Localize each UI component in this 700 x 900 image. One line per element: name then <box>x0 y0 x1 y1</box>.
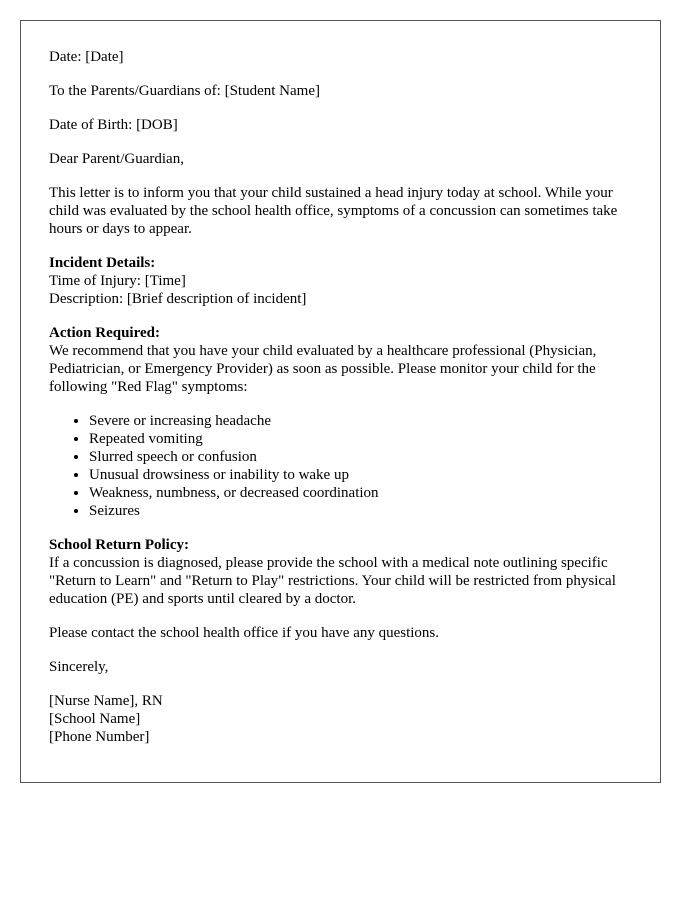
symptom-item: • Slurred speech or confusion <box>89 448 632 466</box>
action-required-text: We recommend that you have your child evaluated by a healthcare professional (Physician, Pediatrician, or Emergency Provider) as soon as possible. Please monitor your child for the following "Red Flag" symptoms: <box>49 343 597 395</box>
symptom-item: • Seizures <box>89 502 632 520</box>
greeting: Dear Parent/Guardian, <box>49 151 184 167</box>
action-required-heading: Action Required: <box>49 325 160 341</box>
symptom-item: • Unusual drowsiness or inability to wake up <box>89 466 632 484</box>
symptom-item: • Weakness, numbness, or decreased coordination <box>89 484 632 502</box>
contact-line: Please contact the school health office if you have any questions. <box>49 625 440 641</box>
signature-phone: [Phone Number] <box>49 729 150 745</box>
concussion-notice-letter <box>20 20 661 783</box>
action-required-section <box>49 324 632 396</box>
return-policy-text: If a concussion is diagnosed, please provide the school with a medical note outlining specific "Return to Learn" and "Return to Play" restrictions. Your child will be restricted from physical education (PE) and sports until cleared by a doctor. <box>49 555 616 607</box>
incident-details-section <box>49 254 632 308</box>
return-policy-section <box>49 536 632 608</box>
signature-school: [School Name] <box>49 711 141 727</box>
date-line: Date: [Date] <box>49 49 124 65</box>
time-of-injury-line: Time of Injury: [Time] <box>49 273 186 289</box>
signature-block <box>49 692 632 746</box>
date-of-birth-line: Date of Birth: [DOB] <box>49 117 178 133</box>
closing: Sincerely, <box>49 659 109 675</box>
symptom-item: • Severe or increasing headache <box>89 412 632 430</box>
intro-paragraph: This letter is to inform you that your child sustained a head injury today at school. While your child was evaluated by the school health office, symptoms of a concussion can sometimes take hours or days to appear. <box>49 185 618 237</box>
recipient-line: To the Parents/Guardians of: [Student Name] <box>49 83 320 99</box>
signature-name: [Nurse Name], RN <box>49 693 163 709</box>
return-policy-heading: School Return Policy: <box>49 537 189 553</box>
incident-description-line: Description: [Brief description of incident] <box>49 291 307 307</box>
red-flag-symptoms-list <box>49 412 632 520</box>
symptom-item: • Repeated vomiting <box>89 430 632 448</box>
incident-details-heading: Incident Details: <box>49 255 156 271</box>
